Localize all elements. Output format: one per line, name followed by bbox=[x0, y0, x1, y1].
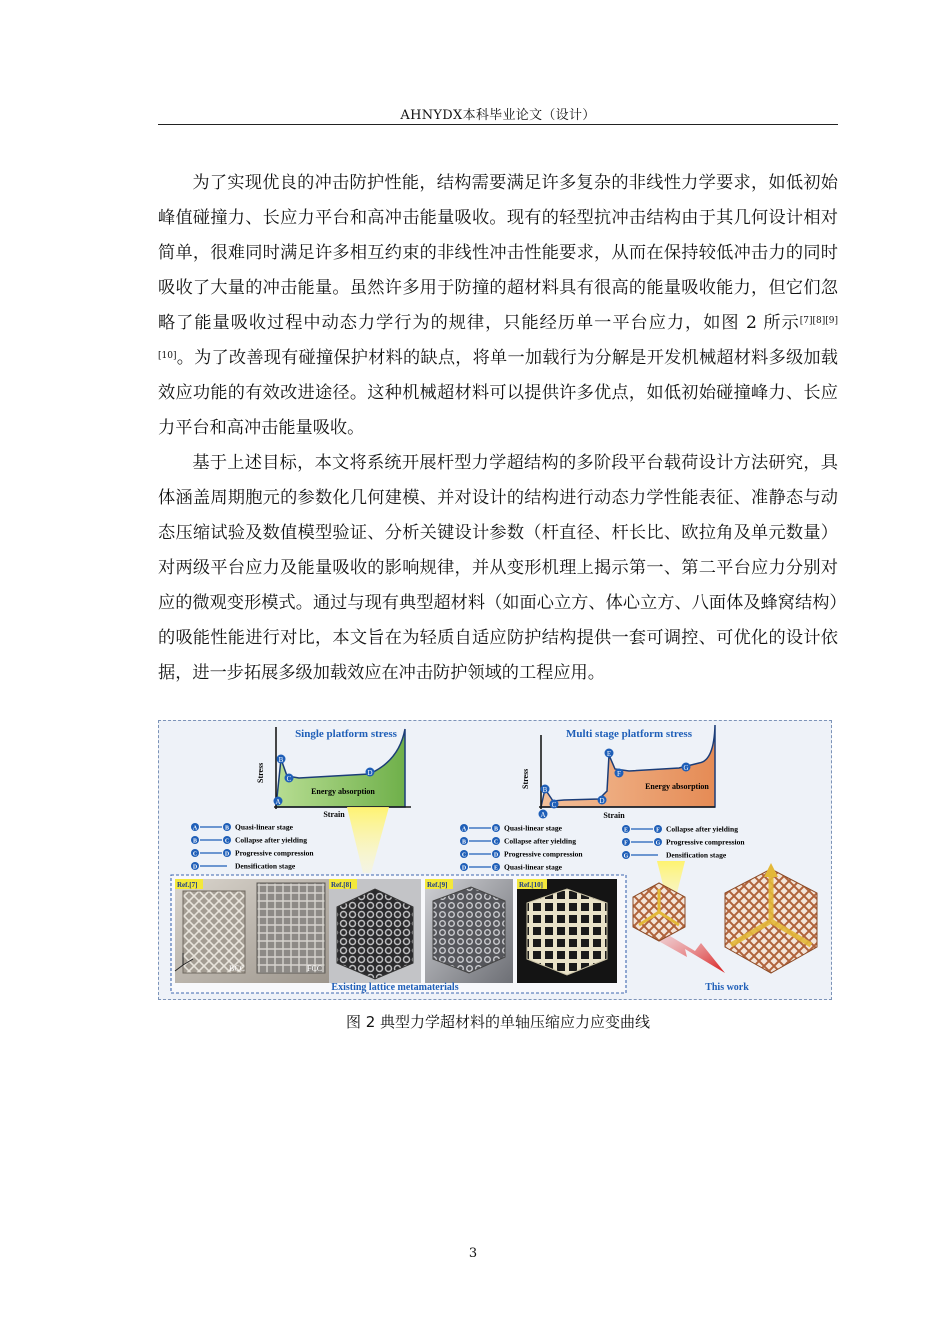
single-legend bbox=[191, 823, 314, 871]
multi-area-label: Energy absorption bbox=[645, 782, 709, 791]
multi-point-a bbox=[539, 810, 548, 820]
svg-text:Ref.[7]: Ref.[7] bbox=[177, 881, 198, 889]
multi-legend-left bbox=[460, 824, 583, 872]
single-highlight-beam bbox=[347, 807, 389, 873]
multi-point-e bbox=[605, 749, 614, 759]
running-header: AHNYDX本科毕业论文（设计） bbox=[400, 108, 596, 123]
svg-text:Progressive compression: Progressive compression bbox=[504, 849, 583, 859]
single-area-label: Energy absorption bbox=[311, 787, 375, 796]
svg-text:B: B bbox=[224, 825, 230, 832]
svg-text:G: G bbox=[655, 840, 661, 847]
svg-text:B: B bbox=[542, 786, 548, 794]
multi-panel-title: Multi stage platform stress bbox=[566, 728, 692, 740]
svg-text:Quasi-linear stage: Quasi-linear stage bbox=[235, 822, 293, 832]
body-text bbox=[158, 166, 838, 691]
single-xlabel: Strain bbox=[323, 810, 345, 819]
svg-text:Ref.[10]: Ref.[10] bbox=[519, 881, 543, 889]
svg-text:E: E bbox=[623, 827, 629, 834]
svg-text:E: E bbox=[606, 750, 612, 758]
svg-text:BCC: BCC bbox=[229, 964, 246, 973]
single-ylabel: Stress bbox=[256, 762, 265, 783]
svg-text:F: F bbox=[656, 827, 660, 834]
svg-text:C: C bbox=[493, 839, 499, 846]
paragraph-1 bbox=[158, 166, 838, 446]
svg-text:Collapse after yielding: Collapse after yielding bbox=[235, 835, 307, 845]
existing-lattice-label: Existing lattice metamaterials bbox=[331, 982, 459, 993]
photo-ref-9 bbox=[425, 879, 513, 983]
photo-ref-10 bbox=[517, 879, 617, 983]
svg-text:B: B bbox=[278, 756, 284, 764]
svg-text:A: A bbox=[192, 825, 198, 832]
this-work-label: This work bbox=[705, 982, 749, 993]
svg-text:D: D bbox=[192, 864, 198, 871]
multi-ylabel: Stress bbox=[521, 768, 530, 789]
svg-text:A: A bbox=[275, 798, 281, 806]
svg-text:B: B bbox=[461, 839, 467, 846]
svg-text:Ref.[9]: Ref.[9] bbox=[427, 881, 448, 889]
svg-text:Progressive compression: Progressive compression bbox=[666, 837, 745, 847]
paragraph-1-text-cont: 。为了改善现有碰撞保护材料的缺点，将单一加载行为分解是开发机械超材料多级加载效应功能的有效改进途径。这种机械超材料可以提供许多优点，如低初始碰撞峰力、长应力平台和高冲击能量吸收。 bbox=[158, 348, 838, 438]
svg-text:A: A bbox=[461, 826, 467, 833]
svg-text:FCC: FCC bbox=[307, 964, 323, 973]
figure-svg bbox=[159, 721, 831, 999]
photo-ref-7 bbox=[175, 879, 333, 983]
svg-text:D: D bbox=[493, 852, 499, 859]
svg-text:D: D bbox=[599, 797, 605, 805]
svg-text:Densification stage: Densification stage bbox=[235, 861, 296, 871]
multi-xlabel: Strain bbox=[603, 811, 625, 820]
svg-text:F: F bbox=[624, 840, 628, 847]
svg-text:Collapse after yielding: Collapse after yielding bbox=[504, 836, 576, 846]
svg-text:G: G bbox=[683, 764, 689, 772]
svg-text:D: D bbox=[224, 851, 230, 858]
svg-text:Quasi-linear stage: Quasi-linear stage bbox=[504, 823, 562, 833]
paragraph-1-text: 为了实现优良的冲击防护性能，结构需要满足许多复杂的非线性力学要求，如低初始峰值碰撞力、长应力平台和高冲击能量吸收。现有的轻型抗冲击结构由于其几何设计相对简单，很难同时满足许多相互约束的非线性冲击性能要求，从而在保持较低冲击力的同时吸收了大量的冲击能量。虽然许多用于防撞的超材料具有很高的能量吸收能力，但它们忽略了能量吸收过程中动态力学行为的规律，只能经历单一平台应力，如图 2 所示 bbox=[158, 173, 838, 333]
single-point-b bbox=[277, 755, 286, 765]
svg-text:G: G bbox=[623, 853, 629, 860]
svg-text:D: D bbox=[367, 769, 373, 777]
figure-2 bbox=[158, 720, 832, 1000]
svg-text:Quasi-linear stage: Quasi-linear stage bbox=[504, 862, 562, 872]
header-rule bbox=[158, 124, 838, 125]
svg-text:B: B bbox=[192, 838, 198, 845]
svg-text:C: C bbox=[286, 775, 292, 783]
svg-text:B: B bbox=[493, 826, 499, 833]
single-panel-title: Single platform stress bbox=[295, 728, 397, 740]
svg-text:D: D bbox=[461, 865, 467, 872]
svg-text:C: C bbox=[551, 801, 557, 809]
svg-text:Collapse after yielding: Collapse after yielding bbox=[666, 824, 738, 834]
svg-text:Ref.[8]: Ref.[8] bbox=[331, 881, 352, 889]
figure-caption: 图 2 典型力学超材料的单轴压缩应力应变曲线 bbox=[345, 1013, 651, 1031]
paragraph-2: 基于上述目标，本文将系统开展杆型力学超结构的多阶段平台载荷设计方法研究，具体涵盖周期胞元的参数化几何建模、并对设计的结构进行动态力学性能表征、准静态与动态压缩试验及数值模型验证、分析关键设计参数（杆直径、杆长比、欧拉角及单元数量）对两级平台应力及能量吸收的影响规律，并从变形机理上揭示第一、第二平台应力分别对应的微观变形模式。通过与现有典型超材料（如面心立方、体心立方、八面体及蜂窝结构）的吸能性能进行对比，本文旨在为轻质自适应防护结构提供一套可调控、可优化的设计依据，进一步拓展多级加载效应在冲击防护领域的工程应用。 bbox=[158, 453, 838, 683]
svg-text:C: C bbox=[192, 851, 198, 858]
svg-text:Progressive compression: Progressive compression bbox=[235, 848, 314, 858]
citation-refs[interactable]: [7][8][9][10] bbox=[158, 316, 838, 361]
photo-ref-8 bbox=[329, 879, 421, 983]
svg-text:A: A bbox=[540, 811, 546, 819]
svg-text:Densification stage: Densification stage bbox=[666, 850, 727, 860]
multi-legend-right bbox=[622, 825, 745, 860]
svg-text:F: F bbox=[617, 770, 621, 778]
this-work-lattice bbox=[725, 863, 817, 973]
svg-text:C: C bbox=[224, 838, 230, 845]
page-number: 3 bbox=[468, 1246, 478, 1261]
svg-text:E: E bbox=[493, 865, 499, 872]
svg-text:C: C bbox=[461, 852, 467, 859]
